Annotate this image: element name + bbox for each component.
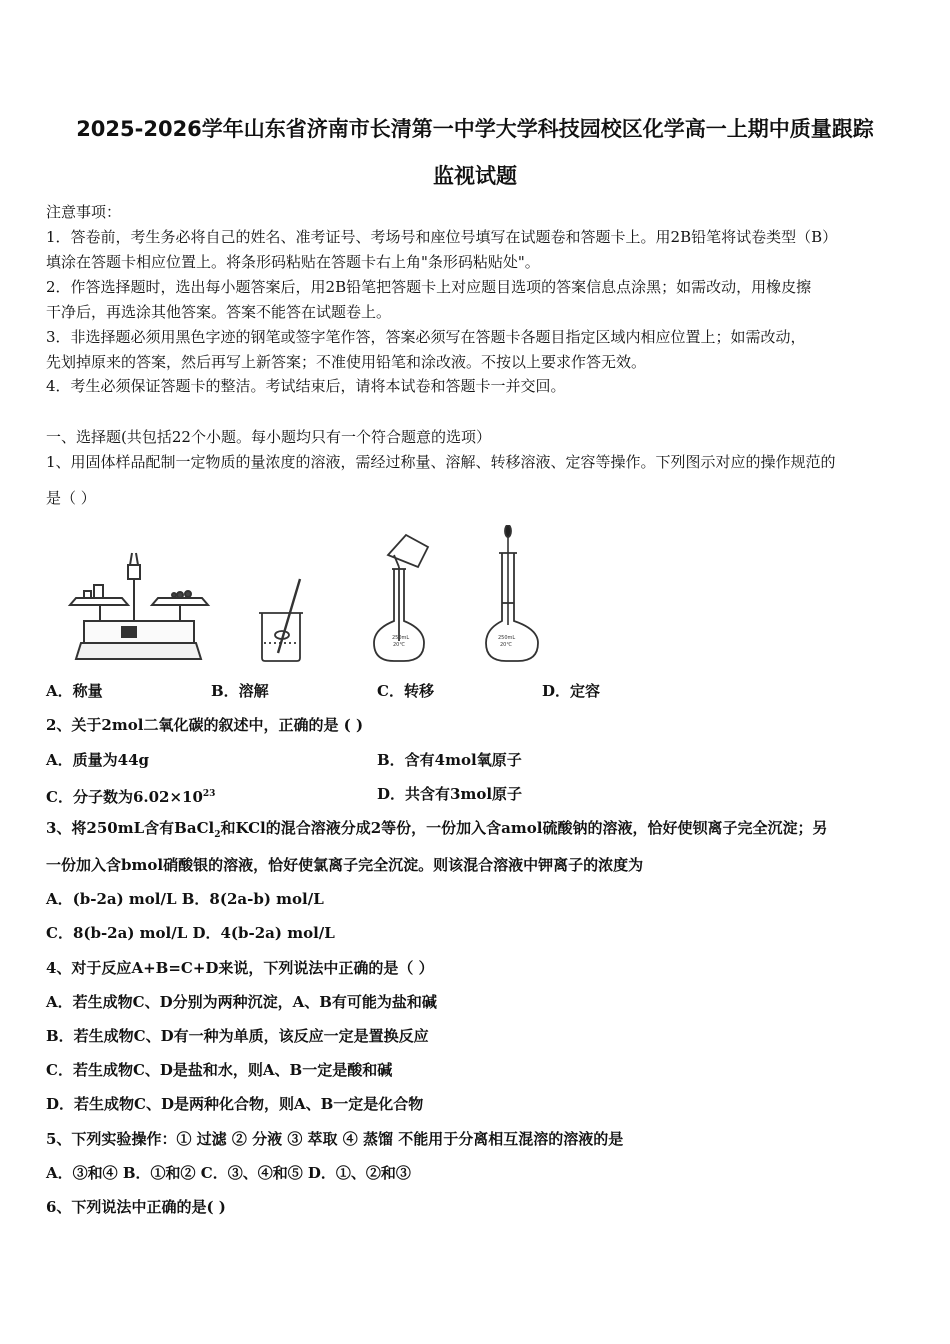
notice-line-7: 4．考生必须保证答题卡的整洁。考试结束后，请将本试卷和答题卡一并交回。 (46, 377, 566, 395)
q3-stem-line1 (46, 818, 912, 845)
q4-option-b[interactable]: B．若生成物C、D有一种为单质，该反应一定是置换反应 (46, 1027, 429, 1045)
q3-stem-line1-post: 和KCl的混合溶液分成2等份，一份加入含amol硫酸钠的溶液，恰好使钡离子完全沉淀；另 (220, 819, 828, 837)
notice-line-2: 填涂在答题卡相应位置上。将条形码粘贴在答题卡右上角"条形码粘贴处"。 (46, 253, 540, 271)
q1-stem-line2: 是（ ） (46, 489, 96, 507)
q3-stem-line1-pre: 3、将250mL含有BaCl (46, 819, 215, 837)
q2-stem: 2、关于2mol二氧化碳的叙述中，正确的是 ( ) (46, 716, 364, 734)
q1-option-c[interactable]: C．转移 (377, 682, 434, 700)
q3-options-ab[interactable]: A．(b-2a) mol/L B．8(2a-b) mol/L (46, 890, 324, 908)
q4-option-a[interactable]: A．若生成物C、D分别为两种沉淀，A、B有可能为盐和碱 (46, 993, 437, 1011)
transfer-flask-drawing (374, 535, 428, 661)
exam-title-line2: 监视试题 (433, 164, 517, 188)
apparatus-figure (56, 525, 576, 665)
flask-temp-label: 20℃ (393, 642, 405, 648)
q2-option-c[interactable] (46, 784, 215, 807)
q4-stem: 4、对于反应A+B=C+D来说，下列说法中正确的是（ ） (46, 959, 434, 977)
q3-stem-line2: 一份加入含bmol硝酸银的溶液，恰好使氯离子完全沉淀。则该混合溶液中钾离子的浓度为 (46, 856, 644, 874)
q2-option-b[interactable]: B．含有4mol氧原子 (377, 751, 522, 769)
q1-option-d[interactable]: D．定容 (542, 682, 601, 700)
q2-option-a[interactable]: A．质量为44g (46, 751, 150, 769)
notice-line-6: 先划掉原来的答案，然后再写上新答案；不准使用铅笔和涂改液。不按以上要求作答无效。 (46, 353, 647, 371)
balance-drawing (70, 553, 208, 659)
q2-option-c-exponent: 23 (202, 789, 216, 799)
notice-heading: 注意事项： (46, 203, 122, 221)
notice-line-5: 3．非选择题必须用黑色字迹的钢笔或签字笔作答，答案必须写在答题卡各题目指定区域内相应位置上；如需改动， (46, 328, 806, 346)
notice-line-3: 2．作答选择题时，选出每小题答案后，用2B铅笔把答题卡上对应题目选项的答案信息点涂黑；如需改动，用橡皮擦 (46, 278, 812, 296)
q5-stem: 5、下列实验操作：① 过滤 ② 分液 ③ 萃取 ④ 蒸馏 不能用于分离相互混溶的溶液的是 (46, 1130, 624, 1148)
flask2-volume-label: 250mL (498, 635, 516, 641)
q1-option-b[interactable]: B．溶解 (211, 682, 269, 700)
notice-line-1: 1．答卷前，考生务必将自己的姓名、准考证号、考场号和座位号填写在试题卷和答题卡上。用2B铅笔将试卷类型（B） (46, 228, 838, 246)
q3-stem-line1-sub: 2 (214, 830, 221, 840)
flask2-temp-label: 20℃ (500, 642, 512, 648)
q1-option-a[interactable]: A．称量 (46, 682, 103, 700)
q6-stem: 6、下列说法中正确的是( ) (46, 1198, 226, 1216)
beaker-drawing (259, 579, 303, 661)
q1-stem-line1: 1、用固体样品配制一定物质的量浓度的溶液，需经过称量、溶解、转移溶液、定容等操作。下列图示对应的操作规范的 (46, 453, 836, 471)
notice-line-4: 干净后，再选涂其他答案。答案不能答在试题卷上。 (46, 303, 392, 321)
q2-option-c-text: C．分子数为6.02×10 (46, 788, 203, 806)
section-heading: 一、选择题(共包括22个小题。每小题均只有一个符合题意的选项） (46, 428, 491, 446)
volumetric-flask-drawing (486, 525, 538, 661)
q4-option-c[interactable]: C．若生成物C、D是盐和水，则A、B一定是酸和碱 (46, 1061, 393, 1079)
q3-options-cd[interactable]: C．8(b-2a) mol/L D．4(b-2a) mol/L (46, 924, 335, 942)
q2-option-d[interactable]: D．共含有3mol原子 (377, 785, 523, 803)
flask-volume-label: 250mL (392, 635, 410, 641)
q5-options[interactable]: A．③和④ B．①和② C．③、④和⑤ D．①、②和③ (46, 1164, 411, 1182)
q4-option-d[interactable]: D．若生成物C、D是两种化合物，则A、B一定是化合物 (46, 1095, 424, 1113)
exam-title-line1: 2025-2026学年山东省济南市长清第一中学大学科技园校区化学高一上期中质量跟踪 (76, 117, 874, 141)
